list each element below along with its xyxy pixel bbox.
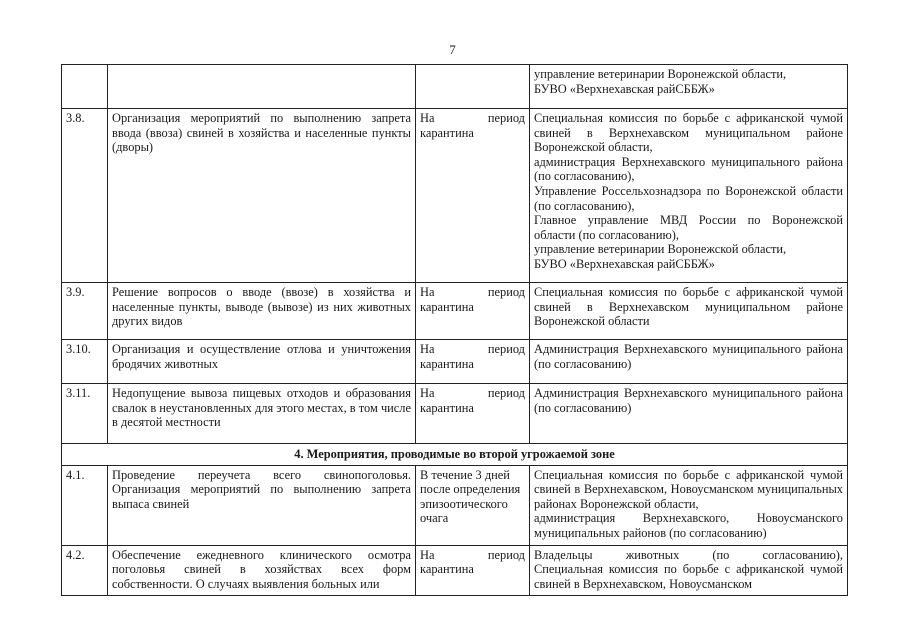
table-row xyxy=(62,65,848,109)
responsible-line: Специальная комиссия по борьбе с африканской чумой свиней в Верхнехавском, Новоусманском xyxy=(534,562,843,591)
responsible-cell xyxy=(530,283,848,340)
responsible-line: Специальная комиссия по борьбе с африканской чумой свиней в Верхнехавском муниципальном районе Воронежской области, xyxy=(534,111,843,155)
responsible-line: администрация Верхнехавского, Новоусманского муниципальных районов (по согласованию) xyxy=(534,511,843,540)
action-cell: Проведение переучета всего свинопоголовья. Организация мероприятий по выполнению запрета выпаса свиней xyxy=(108,465,416,545)
row-number: 4.1. xyxy=(62,465,108,545)
responsible-cell xyxy=(530,340,848,384)
term-line xyxy=(420,111,525,126)
responsible-line: Администрация Верхнехавского муниципального района (по согласованию) xyxy=(534,342,843,371)
row-number: 3.9. xyxy=(62,283,108,340)
section-title: 4. Мероприятия, проводимые во второй угрожаемой зоне xyxy=(62,444,848,466)
term-cell xyxy=(416,109,530,283)
term-line xyxy=(420,386,525,401)
row-number xyxy=(62,65,108,109)
term-text: На период xyxy=(420,111,525,125)
action-cell xyxy=(108,65,416,109)
term-line: карантина xyxy=(420,299,474,314)
action-cell: Обеспечение ежедневного клинического осмотра поголовья свиней в хозяйствах всех форм собственности. О случаях выявления больных или xyxy=(108,545,416,596)
row-number: 3.8. xyxy=(62,109,108,283)
table-row xyxy=(62,340,848,384)
table-row xyxy=(62,384,848,444)
row-number: 4.2. xyxy=(62,545,108,596)
responsible-cell xyxy=(530,545,848,596)
term-line xyxy=(420,342,525,357)
term-line: карантина xyxy=(420,125,474,140)
responsible-line: Владельцы животных (по согласованию), xyxy=(534,547,843,562)
responsible-line: Администрация Верхнехавского муниципального района (по согласованию) xyxy=(534,386,843,415)
term-cell xyxy=(416,545,530,596)
term-line: карантина xyxy=(420,356,474,371)
action-cell: Организация мероприятий по выполнению запрета ввода (ввоза) свиней в хозяйства и населенные пункты (дворы) xyxy=(108,109,416,283)
responsible-cell xyxy=(530,65,848,109)
term-cell xyxy=(416,340,530,384)
term-cell xyxy=(416,65,530,109)
responsible-line: управление ветеринарии Воронежской области, xyxy=(534,67,787,81)
term-cell xyxy=(416,283,530,340)
responsible-line: администрация Верхнехавского муниципального района (по согласованию), xyxy=(534,154,843,184)
term-line xyxy=(420,548,525,563)
term-line: карантина xyxy=(420,400,474,415)
responsible-line: Управление Россельхознадзора по Воронежской области (по согласованию), xyxy=(534,183,843,213)
section-header-row xyxy=(62,444,848,466)
term-text: На период xyxy=(420,547,525,562)
row-number: 3.11. xyxy=(62,384,108,444)
action-cell: Организация и осуществление отлова и уничтожения бродячих животных xyxy=(108,340,416,384)
term-cell: В течение 3 дней после определения эпизоотического очага xyxy=(416,465,530,545)
table-row xyxy=(62,465,848,545)
responsible-line: Специальная комиссия по борьбе с африканской чумой свиней в Верхнехавском муниципальном районе Воронежской области xyxy=(534,285,843,329)
responsible-cell xyxy=(530,465,848,545)
responsible-line: управление ветеринарии Воронежской области, xyxy=(534,242,787,257)
responsible-line: Специальная комиссия по борьбе с африканской чумой свиней в Верхнехавском, Новоусманском муниципальных районах Воронежской области, xyxy=(534,467,843,511)
table-row xyxy=(62,545,848,596)
responsible-line: Главное управление МВД России по Воронежской области (по согласованию), xyxy=(534,213,843,242)
term-line xyxy=(420,285,525,300)
term-text: На период xyxy=(420,386,525,400)
action-cell: Недопущение вывоза пищевых отходов и образования свалок в неустановленных для этого местах, в том числе в десятой местности xyxy=(108,384,416,444)
responsible-line: БУВО «Верхнехавская райСББЖ» xyxy=(534,81,715,96)
table-row xyxy=(62,109,848,283)
responsible-cell xyxy=(530,384,848,444)
term-text: На период xyxy=(420,342,525,356)
responsible-line: БУВО «Верхнехавская райСББЖ» xyxy=(534,256,715,271)
measures-table xyxy=(61,64,848,596)
term-cell xyxy=(416,384,530,444)
page-number: 7 xyxy=(449,42,456,57)
row-number: 3.10. xyxy=(62,340,108,384)
term-line: карантина xyxy=(420,562,474,577)
table-row xyxy=(62,283,848,340)
term-text: На период xyxy=(420,285,525,299)
responsible-cell xyxy=(530,109,848,283)
action-cell: Решение вопросов о вводе (ввозе) в хозяйства и населенные пункты, выводе (вывозе) из них животных других видов xyxy=(108,283,416,340)
